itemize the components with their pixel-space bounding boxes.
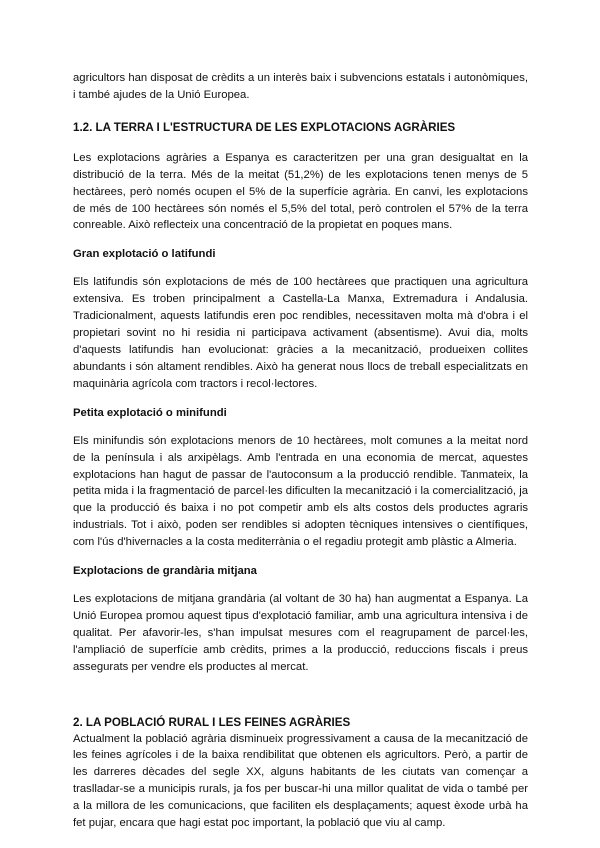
section-1-2-heading: 1.2. LA TERRA I L'ESTRUCTURA DE LES EXPLOTACIONS AGRÀRIES <box>73 120 456 134</box>
section-1-2-paragraph: Les explotacions agràries a Espanya es caracteritzen per una gran desigualtat en la distribució de la terra. Més de la meitat (51,2%) de les explotacions tenen menys de 5 hectàrees, però només ocupen el 5% de la superfície agrària. En canvi, les explotacions de més de 100 hectàrees són només el 5,5% del total, però controlen el 57% de la terra conreable. Això reflecteix una concentració de la propietat en poques mans. <box>73 151 528 232</box>
latifundi-heading: Gran explotació o latifundi <box>73 248 216 261</box>
mitjana-paragraph: Les explotacions de mitjana grandària (al voltant de 30 ha) han augmentat a Espanya. La Unió Europea promou aquest tipus d'explotació familiar, amb una agricultura intensiva i de qualitat. Per afavorir-les, s'han impulsat mesures com el reagrupament de parcel·les, l'ampliació de superfície amb crèdits, primes a la producció, reduccions fiscals i preus assegurats per vendre els productes al mercat. <box>73 593 528 673</box>
section-2-heading: 2. LA POBLACIÓ RURAL I LES FEINES AGRÀRIES <box>73 715 351 729</box>
mitjana-heading: Explotacions de grandària mitjana <box>73 565 257 578</box>
intro-paragraph: agricultors han disposat de crèdits a un interès baix i subvencions estatals i autonòmiques, i també ajudes de la Unió Europea. <box>73 72 528 101</box>
minifundi-paragraph: Els minifundis són explotacions menors de 10 hectàrees, molt comunes a la meitat nord de la península i als arxipèlags. Amb l'entrada en una economia de mercat, aquestes explotacions han hagut de passar de l'autoconsum a la producció rendible. Tanmateix, la petita mida i la fragmentació de parcel·les dificulten la mecanització i la comercialització, ja que la producció és baixa i no pot competir amb els alts costos dels productes agraris industrials. Tot i això, poden ser rendibles si adopten tècniques intensives o científiques, com l'ús d'hivernacles a la costa mediterrània o el regadiu protegit amb plàstic a Almeria. <box>73 434 528 549</box>
minifundi-heading: Petita explotació o minifundi <box>73 406 227 419</box>
section-2-paragraph: Actualment la població agrària disminueix progressivament a causa de la mecanització de les feines agrícoles i de la baixa rendibilitat que obtenen els agricultors. Però, a partir de les darreres dècades del segle XX, alguns habitants de les ciutats van començar a traslladar-se a municipis rurals, ja fos per buscar-hi una millor qualitat de vida o també per a la millora de les comunicacions, que faciliten els desplaçaments; aquest èxode urbà ha fet pujar, encara que hagi estat poc important, la població que viu al camp. <box>73 732 528 830</box>
latifundi-paragraph: Els latifundis són explotacions de més de 100 hectàrees que practiquen una agricultura extensiva. Es troben principalment a Castella-La Manxa, Extremadura i Andalusia. Tradicionalment, aquests latifundis eren poc rendibles, necessitaven molta mà d'obra i el propietari sovint no hi residia ni participava activament (absentisme). Avui dia, molts d'aquests latifundis han evolucionat: gràcies a la mecanització, produeixen collites abundants i són altament rendibles. Això ha generat nous llocs de treball especialitzats en maquinària agrícola com tractors i recol·lectores. <box>73 276 528 390</box>
